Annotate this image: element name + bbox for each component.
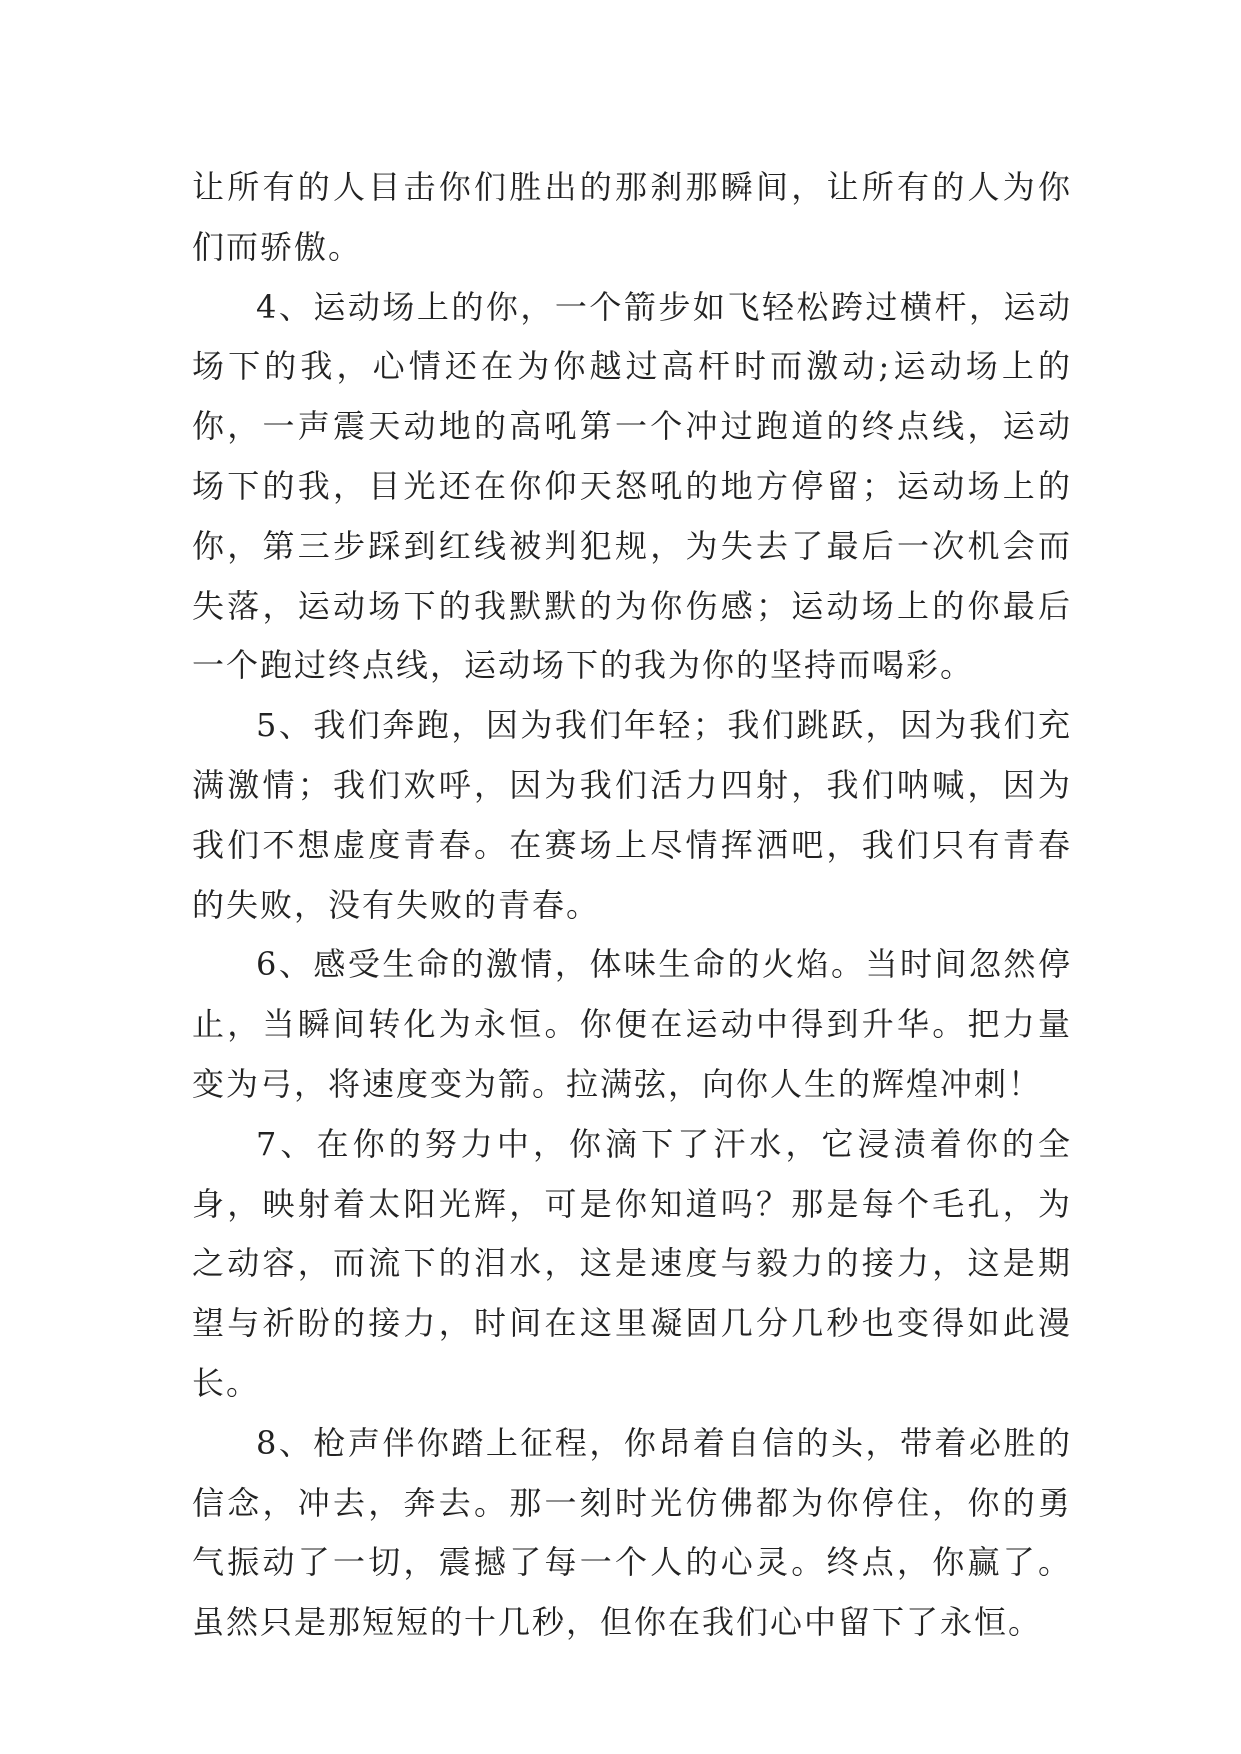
paragraph-item-5: 5、我们奔跑，因为我们年轻；我们跳跃，因为我们充满激情；我们欢呼，因为我们活力四射，我们呐喊，因为我们不想虚度青春。在赛场上尽情挥洒吧，我们只有青春的失败，没有失败的青春。 [192,706,1072,924]
paragraph-item-8: 8、枪声伴你踏上征程，你昂着自信的头，带着必胜的信念，冲去，奔去。那一刻时光仿佛都为你停住，你的勇气振动了一切，震撼了每一个人的心灵。终点，你赢了。虽然只是那短短的十几秒，但你在我们心中留下了永恒。 [192,1423,1072,1642]
paragraph-item-4: 4、运动场上的你，一个箭步如飞轻松跨过横杆，运动场下的我，心情还在为你越过高杆时而激动;运动场上的你，一声震天动地的高吼第一个冲过跑道的终点线，运动场下的我，目光还在你仰天怒吼的地方停留；运动场上的你，第三步踩到红线被判犯规，为失去了最后一次机会而失落，运动场下的我默默的为你伤感；运动场上的你最后一个跑过终点线，运动场下的我为你的坚持而喝彩。 [192,287,1072,685]
paragraph-item-7: 7、在你的努力中，你滴下了汗水，它浸渍着你的全身，映射着太阳光辉，可是你知道吗？那是每个毛孔，为之动容，而流下的泪水，这是速度与毅力的接力，这是期望与祈盼的接力，时间在这里凝固几分几秒也变得如此漫长。 [192,1124,1072,1402]
paragraph-continuation: 让所有的人目击你们胜出的那刹那瞬间，让所有的人为你们而骄傲。 [192,168,1072,266]
paragraph-item-6: 6、感受生命的激情，体味生命的火焰。当时间忽然停止，当瞬间转化为永恒。你便在运动中得到升华。把力量变为弓，将速度变为箭。拉满弦，向你人生的辉煌冲刺！ [192,945,1072,1103]
document-body [192,158,1072,1653]
